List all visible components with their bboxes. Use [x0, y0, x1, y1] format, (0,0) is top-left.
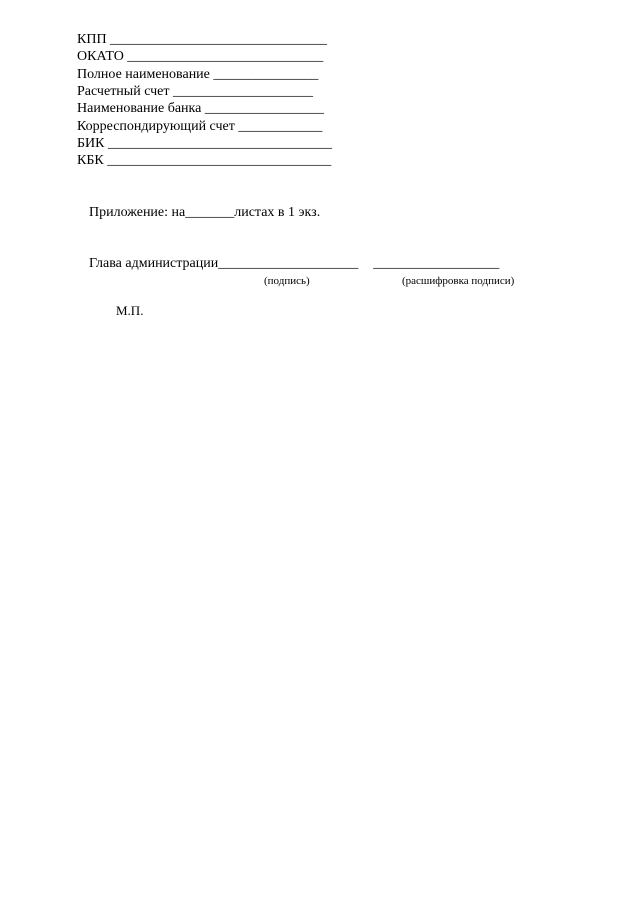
- stamp-placeholder: М.П.: [116, 303, 144, 318]
- correspondent-account-field: Корреспондирующий счет ____________: [77, 119, 323, 134]
- signature-decode-caption: (расшифровка подписи): [402, 275, 515, 287]
- administration-head-signature-line: Глава администрации____________________: [89, 256, 359, 271]
- bank-name-field: Наименование банка _________________: [77, 101, 324, 116]
- signature-block: [89, 256, 499, 272]
- appendix-line: Приложение: на_______листах в 1 экз.: [89, 205, 321, 220]
- kbk-field: КБК ________________________________: [77, 153, 332, 168]
- signature-caption: (подпись): [264, 275, 310, 287]
- kpp-field: КПП _______________________________: [77, 32, 328, 47]
- bik-field: БИК ________________________________: [77, 136, 332, 151]
- signature-decode-line: __________________: [373, 256, 500, 271]
- full-name-field: Полное наименование _______________: [77, 67, 319, 82]
- okato-field: ОКАТО ____________________________: [77, 49, 324, 64]
- settlement-account-field: Расчетный счет ____________________: [77, 84, 314, 99]
